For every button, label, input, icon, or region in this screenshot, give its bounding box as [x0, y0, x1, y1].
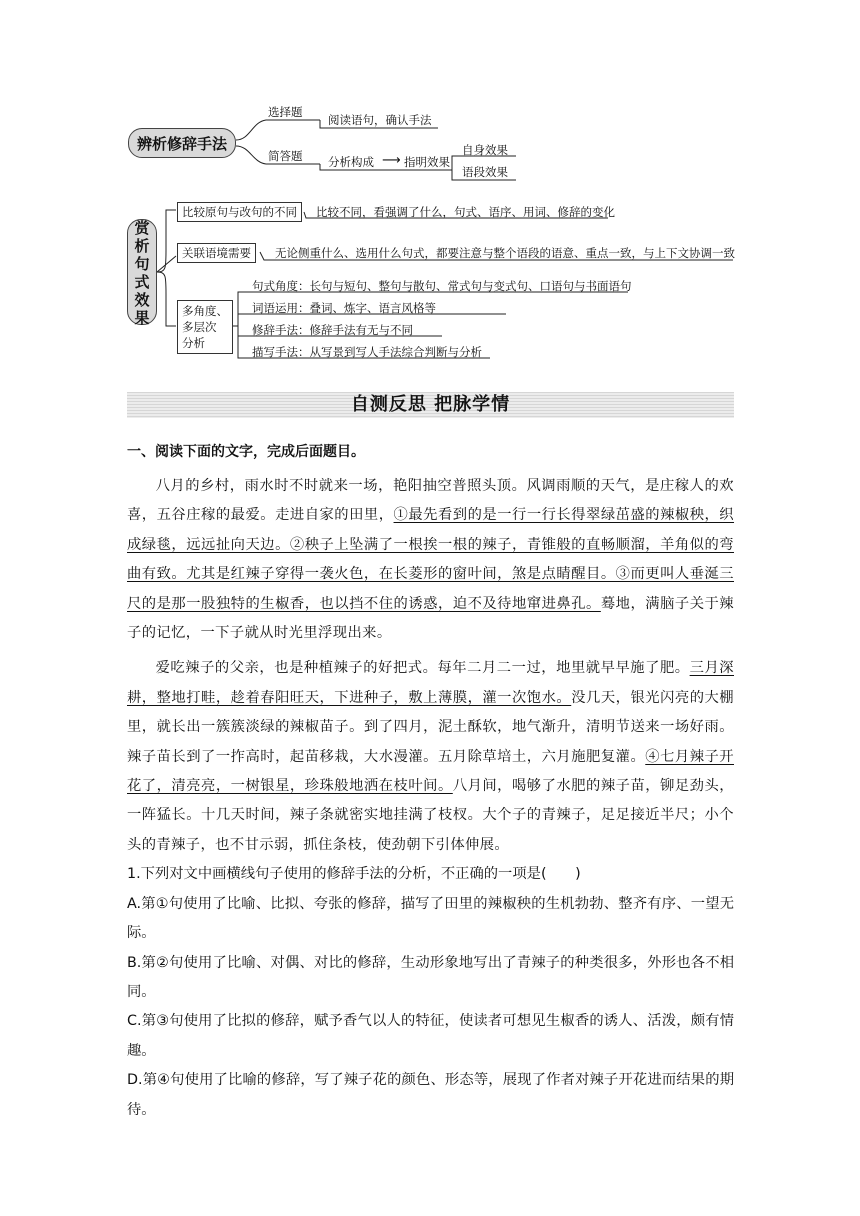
- topic-rhetoric-analysis: 辨析修辞手法: [128, 128, 236, 158]
- multi-angle-line: 多角度、: [182, 304, 228, 318]
- topic2-char: 式: [134, 273, 150, 291]
- banner-title: 自测反思 把脉学情: [350, 394, 511, 415]
- analysis-item: 描写手法：从写景到写人手法综合判断与分析: [252, 345, 482, 359]
- analysis-item: 句式角度：长句与短句、整句与散句、常式句与变式句、口语句与书面语句: [252, 279, 632, 293]
- multi-angle-line: 分析: [182, 336, 205, 350]
- topic-sentence-effect: [127, 219, 157, 325]
- text-span: 八月间，喝够了水肥的辣子苗，铆足劲头，一阵猛长。十几天时间，辣子条就密实地挂满了枝杈。大个子的青辣子，足足接近半尺；小个头的青辣子，也不甘示弱，抓住条枝，使劲朝下引体伸展。: [127, 778, 734, 853]
- short-step-analyze: 分析构成: [328, 155, 374, 169]
- choice-question-label: 选择题: [268, 105, 303, 119]
- multi-angle-box: [177, 300, 233, 354]
- effect-self: 自身效果: [462, 143, 508, 157]
- mind-map: [0, 0, 860, 380]
- underlined-sentences: ①最先看到的是一行一行长得翠绿茁盛的辣椒秧，织成绿毯，远远扯向天边。②秧子上坠满了一根挨一根的辣子，青锥般的直畅顺溜，羊角似的弯曲有致。尤其是红辣子穿得一袭火色，在长菱形的窗叶间，煞是点睛醒目。③而更叫人垂涎三尺的是那一股独特的生椒香，也以挡不住的诱惑，迫不及待地窜进鼻孔。: [127, 507, 735, 612]
- text-span: 爱吃辣子的父亲，也是种植辣子的好把式。每年二月二一过，地里就早早施了肥。: [155, 660, 690, 677]
- passage-paragraph-1: [127, 472, 734, 648]
- effect-paragraph: 语段效果: [462, 165, 508, 179]
- analysis-item: 修辞手法：修辞手法有无与不同: [252, 323, 413, 337]
- underlined-sentence: 三月深耕，整地打畦，趁着春阳旺天，下进种子，敷上薄膜，灌一次饱水。: [127, 660, 734, 706]
- option-a[interactable]: A.第①句使用了比喻、比拟、夸张的修辞，描写了田里的辣椒秧的生机勃勃、整齐有序、一望无际。: [127, 895, 734, 942]
- section-title: 一、阅读下面的文字，完成后面题目。: [127, 444, 365, 460]
- text-span: 没几天，银光闪亮的大棚里，就长出一簇簇淡绿的辣椒苗子。到了四月，泥土酥软，地气渐升，清明节送来一场好雨。辣子苗长到了一拃高时，起苗移栽，大水漫灌。五月除草培土，六月施肥复灌。: [127, 689, 735, 765]
- option-c[interactable]: C.第③句使用了比拟的修辞，赋予香气以人的特征，使读者可想见生椒香的诱人、活泼，颇有情趣。: [127, 1013, 734, 1059]
- compare-sentences-note: 比较不同，看强调了什么，句式、语序、用词、修辞的变化: [316, 205, 615, 219]
- text-span: 八月的乡村，雨水时不时就来一场，艳阳抽空普照头顶。风调雨顺的天气，是庄稼人的欢喜，五谷庄稼的最爱。走进自家的田里，: [127, 478, 734, 524]
- topic2-char: 效: [134, 291, 150, 309]
- arrow-right-icon: ⟶: [382, 153, 401, 168]
- analysis-item: 词语运用：叠词、炼字、语言风格等: [252, 301, 436, 315]
- exercise-content: [127, 440, 734, 1125]
- choice-step-label: 阅读语句，确认手法: [328, 113, 432, 127]
- context-needs-box: 关联语境需要: [177, 243, 256, 263]
- underlined-sentence: ④七月辣子开花了，清亮亮，一树银星，珍珠般地洒在枝叶间。: [127, 748, 734, 795]
- mind-map-connectors: [0, 0, 860, 380]
- section-banner: [127, 376, 734, 432]
- topic2-char: 析: [134, 237, 150, 255]
- short-step-effect: 指明效果: [404, 155, 450, 169]
- question-stem: 1.下列对文中画横线句子使用的修辞手法的分析，不正确的一项是( ): [127, 866, 581, 883]
- topic2-char: 果: [134, 309, 150, 327]
- passage-paragraph-2: [127, 654, 734, 860]
- compare-sentences-box: 比较原句与改句的不同: [177, 202, 302, 222]
- topic2-char: 赏: [134, 219, 150, 237]
- option-d[interactable]: D.第④句使用了比喻的修辞，写了辣子花的颜色、形态等，展现了作者对辣子开花进而结果的期待。: [127, 1072, 734, 1118]
- topic2-char: 句: [134, 255, 150, 273]
- context-needs-note: 无论侧重什么、选用什么句式，都要注意与整个语段的语意、重点一致，与上下文协调一致: [275, 246, 735, 260]
- short-answer-label: 简答题: [268, 149, 303, 163]
- option-b[interactable]: B.第②句使用了比喻、对偶、对比的修辞，生动形象地写出了青辣子的种类很多，外形也各不相同。: [127, 954, 734, 1000]
- multi-angle-line: 多层次: [182, 320, 217, 334]
- text-span: 蓦地，满脑子关于辣子的记忆，一下子就从时光里浮现出来。: [127, 595, 734, 642]
